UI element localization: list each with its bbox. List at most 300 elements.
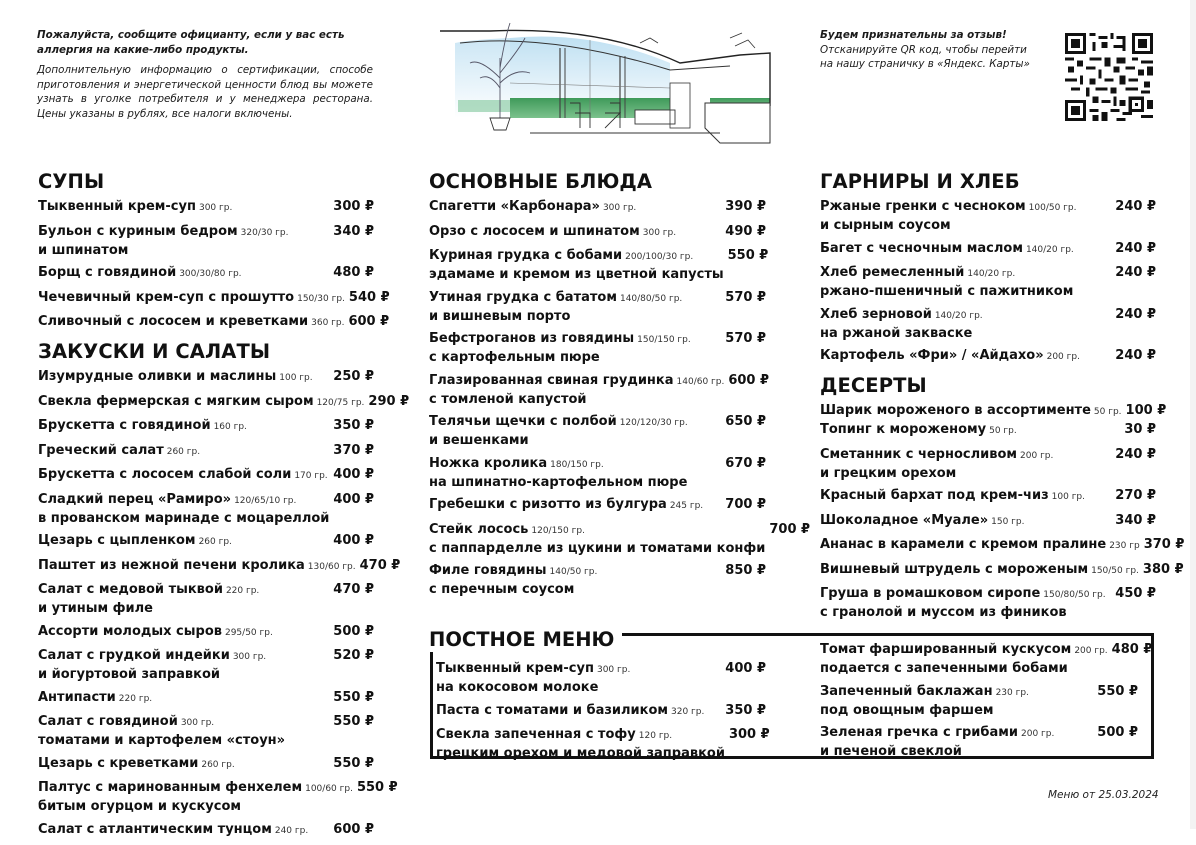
- menu-date: Меню от 25.03.2024: [1048, 789, 1159, 801]
- menu-item-name: [38, 198, 333, 217]
- dish-name: Топинг к мороженому: [820, 422, 987, 437]
- dish-name: Багет с чесночным маслом: [820, 240, 1023, 256]
- dish-description: подается с запеченными бобами: [820, 661, 1068, 676]
- dish-weight: 150/150 гр.: [637, 335, 691, 345]
- dish-weight: 140/20 гр.: [1025, 244, 1074, 255]
- dish-weight: 320/30 гр.: [240, 227, 289, 238]
- menu-item-name: [820, 421, 1116, 440]
- dish-price: 550 ₽: [1097, 683, 1138, 699]
- dish-weight: 140/20 гр.: [967, 269, 1016, 279]
- dish-weight: 300 гр.: [602, 203, 637, 213]
- menu-item-name: [38, 264, 333, 283]
- dish-name: Телячьи щечки с полбой: [429, 414, 617, 429]
- menu-item: [429, 413, 766, 449]
- column-middle: [429, 170, 811, 604]
- dish-name: Цезарь с креветками: [38, 755, 199, 771]
- dish-weight: 260 гр.: [198, 537, 232, 547]
- dish-price: 380 ₽: [1142, 561, 1184, 577]
- dish-weight: 320 гр.: [671, 706, 705, 717]
- dish-price: 250 ₽: [333, 369, 374, 384]
- dish-price: 500 ₽: [333, 623, 374, 639]
- menu-item-name: [429, 372, 728, 408]
- dish-description: и сырным соусом: [820, 218, 951, 233]
- dish-name: Спагетти «Карбонара»: [429, 199, 600, 214]
- dish-weight: 150/80/50 гр.: [1043, 590, 1106, 600]
- menu-item: [820, 585, 1156, 621]
- dish-weight: 300 гр.: [180, 718, 215, 728]
- dish-name: Утиная грудка с бататом: [429, 289, 617, 305]
- menu-item-name: [38, 223, 333, 259]
- dish-name: Бульон с куриным бедром: [38, 223, 238, 239]
- dish-price: 570 ₽: [725, 289, 766, 305]
- menu-item-name: [820, 683, 1097, 719]
- restaurant-interior-illustration: [430, 18, 775, 148]
- dish-price: 700 ₽: [769, 521, 811, 537]
- menu-item: [38, 313, 390, 332]
- menu-item-name: [436, 702, 725, 721]
- dish-weight: 230 гр.: [995, 687, 1029, 698]
- menu-item: [429, 198, 766, 217]
- dish-description: с паппарделле из цукини и томатами конфи: [429, 540, 766, 556]
- dish-name: Салат с грудкой индейки: [38, 648, 230, 663]
- review-line-1: Отсканируйте QR код, чтобы перейти: [820, 43, 1027, 56]
- dish-price: 850 ₽: [725, 563, 766, 578]
- dish-weight: 300/30/80 гр.: [179, 269, 242, 279]
- dish-price: 350 ₽: [333, 418, 374, 433]
- section-title-desserts: ДЕСЕРТЫ: [820, 374, 927, 397]
- menu-item-name: [436, 660, 725, 696]
- menu-item-name: [429, 330, 725, 366]
- menu-item-name: [429, 223, 725, 242]
- menu-item-name: [820, 561, 1143, 580]
- dish-name: Томат фаршированный кускусом: [820, 642, 1072, 657]
- menu-item: [38, 623, 374, 642]
- menu-item: [820, 561, 1184, 580]
- dish-price: 670 ₽: [725, 455, 766, 471]
- dish-weight: 150 гр.: [991, 516, 1025, 527]
- menu-item: [429, 223, 766, 242]
- menu-item-name: [38, 647, 333, 683]
- dish-weight: 100/50 гр.: [1028, 203, 1077, 213]
- dish-name: Свекла фермерская с мягким сыром: [38, 393, 314, 409]
- section-title-starters: ЗАКУСКИ И САЛАТЫ: [38, 340, 271, 363]
- menu-item-name: [38, 779, 357, 815]
- menu-item: [429, 247, 769, 283]
- certification-info-note: Дополнительную информацию о сертификации, способе приготовления и энергетической ценности блюд вы можете узнать в уголке потребителя и у менеджера ресторана. Цены указаны в рублях, все налоги включены.: [37, 64, 373, 120]
- dish-price: 340 ₽: [333, 223, 374, 239]
- lenten-menu-left: [436, 660, 770, 768]
- dish-price: 600 ₽: [348, 314, 390, 329]
- menu-item-name: [38, 442, 333, 461]
- dish-description: эдамаме и кремом из цветной капусты: [429, 267, 724, 282]
- dish-name: Изумрудные оливки и маслины: [38, 369, 277, 384]
- menu-item: [820, 306, 1156, 342]
- dish-description: и утиным филе: [38, 601, 153, 616]
- menu-item: [38, 779, 398, 815]
- dish-name: Брускетта с говядиной: [38, 418, 211, 433]
- menu-item: [38, 581, 374, 617]
- dish-name: Паштет из нежной печени кролика: [38, 557, 305, 573]
- dish-name: Хлеб ремесленный: [820, 265, 965, 280]
- section-title-mains: ОСНОВНЫЕ БЛЮДА: [429, 170, 653, 193]
- dish-name: Бефстроганов из говядины: [429, 331, 635, 346]
- dish-name: Шоколадное «Муале»: [820, 512, 989, 528]
- menu-item: [820, 198, 1156, 234]
- dish-name: Филе говядины: [429, 563, 547, 578]
- menu-item-name: [429, 247, 728, 283]
- dish-description: на шпинатно-картофельном пюре: [429, 474, 688, 490]
- dish-price: 370 ₽: [1143, 537, 1185, 552]
- dish-price: 240 ₽: [1115, 240, 1156, 256]
- dish-description: с гранолой и муссом из фиников: [820, 605, 1067, 620]
- dish-weight: 300 гр.: [596, 665, 631, 675]
- dish-weight: 260 гр.: [166, 446, 201, 457]
- menu-item: [820, 446, 1156, 482]
- dish-name: Сливочный с лососем и креветками: [38, 314, 309, 329]
- menu-item: [820, 347, 1156, 366]
- dish-description: и печеной свеклой: [820, 744, 962, 759]
- menu-item: [820, 264, 1156, 300]
- dish-name: Палтус с маринованным фенхелем: [38, 780, 303, 795]
- dish-price: 240 ₽: [1115, 348, 1156, 363]
- dish-description: с томленой капустой: [429, 391, 587, 407]
- menu-item-name: [38, 623, 333, 642]
- dish-weight: 245 гр.: [669, 501, 704, 511]
- dish-price: 550 ₽: [333, 714, 374, 729]
- dish-weight: 220 гр.: [225, 586, 260, 596]
- dish-description: в прованском маринаде с моцареллой: [38, 510, 330, 526]
- menu-item: [820, 421, 1156, 440]
- dish-description: с картофельным пюре: [429, 350, 600, 365]
- menu-item: [38, 755, 374, 774]
- dish-name: Греческий салат: [38, 442, 164, 458]
- dish-weight: 100/60 гр.: [305, 784, 353, 794]
- dish-price: 240 ₽: [1115, 306, 1156, 322]
- dish-price: 450 ₽: [1115, 586, 1156, 601]
- dish-price: 400 ₽: [725, 661, 766, 676]
- dish-description: ржано-пшеничный с пажитником: [820, 284, 1074, 299]
- menu-item-name: [38, 368, 333, 387]
- dish-name: Картофель «Фри» / «Айдахо»: [820, 348, 1044, 363]
- dish-description: и вишневым порто: [429, 308, 571, 324]
- menu-item-name: [436, 726, 729, 762]
- dish-price: 600 ₽: [333, 821, 374, 837]
- dish-name: Шарик мороженого в ассортименте: [820, 403, 1091, 418]
- dish-price: 240 ₽: [1115, 199, 1156, 214]
- menu-item-name: [38, 689, 333, 708]
- dish-description: и вешенками: [429, 433, 529, 448]
- dish-price: 350 ₽: [725, 702, 766, 718]
- dish-name: Цезарь с цыпленком: [38, 533, 196, 548]
- menu-item-name: [429, 562, 725, 598]
- section-title-soups: СУПЫ: [38, 170, 105, 193]
- review-title: Будем признательны за отзыв!: [820, 29, 1007, 41]
- dish-weight: 200 гр.: [1074, 646, 1108, 656]
- dish-name: Брускетта с лососем слабой соли: [38, 467, 292, 482]
- dish-price: 650 ₽: [725, 414, 766, 429]
- dish-price: 300 ₽: [333, 199, 374, 214]
- dish-name: Ананас в карамели с кремом пралине: [820, 537, 1107, 552]
- dish-price: 540 ₽: [348, 289, 390, 305]
- menu-item: [820, 487, 1156, 506]
- dish-name: Куриная грудка с бобами: [429, 248, 623, 263]
- dish-name: Ассорти молодых сыров: [38, 623, 222, 639]
- dish-price: 550 ₽: [356, 780, 398, 795]
- page-edge: [1190, 0, 1196, 829]
- dish-weight: 200 гр.: [1046, 352, 1080, 362]
- dish-weight: 200 гр.: [1021, 729, 1055, 739]
- dish-name: Орзо с лососем и шпинатом: [429, 223, 640, 239]
- menu-item: [436, 660, 766, 696]
- dish-weight: 150/30 гр.: [297, 293, 345, 304]
- dish-name: Тыквенный крем-суп: [436, 661, 594, 676]
- dish-name: Антипасти: [38, 689, 116, 705]
- dish-price: 400 ₽: [333, 533, 374, 548]
- dish-weight: 150/50 гр.: [1091, 565, 1139, 576]
- dish-price: 290 ₽: [368, 393, 410, 409]
- dish-name: Ржаные гренки с чесноком: [820, 199, 1026, 214]
- dish-name: Гребешки с ризотто из булгура: [429, 497, 667, 512]
- dish-price: 600 ₽: [728, 372, 770, 388]
- dish-name: Чечевичный крем-суп с прошутто: [38, 289, 295, 305]
- dish-name: Запеченный баклажан: [820, 683, 993, 699]
- dish-weight: 300 гр.: [198, 203, 233, 213]
- dish-price: 480 ₽: [333, 265, 374, 280]
- dish-weight: 120/150 гр.: [531, 525, 585, 536]
- dish-name: Борщ с говядиной: [38, 265, 177, 280]
- menu-item-name: [820, 240, 1115, 259]
- dish-description: битым огурцом и кускусом: [38, 799, 242, 814]
- dish-price: 500 ₽: [1097, 725, 1138, 740]
- dish-name: Сладкий перец «Рамиро»: [38, 491, 232, 507]
- menu-item-name: [429, 198, 725, 217]
- dish-weight: 300 гр.: [232, 652, 267, 662]
- section-soups: [38, 170, 390, 332]
- dish-name: Салат с атлантическим тунцом: [38, 821, 272, 837]
- dish-weight: 200/100/30 гр.: [625, 252, 694, 262]
- menu-item-name: [38, 491, 333, 527]
- menu-item: [820, 724, 1138, 760]
- section-title-sides: ГАРНИРЫ И ХЛЕБ: [820, 170, 1020, 193]
- menu-item: [429, 455, 766, 491]
- dish-weight: 160 гр.: [213, 422, 247, 432]
- dish-weight: 140/20 гр.: [934, 310, 983, 321]
- menu-item: [820, 512, 1156, 531]
- dish-weight: 170 гр.: [294, 471, 328, 481]
- dish-weight: 50 гр.: [989, 426, 1017, 436]
- dish-weight: 220 гр.: [118, 693, 153, 704]
- menu-item-name: [429, 521, 769, 557]
- dish-weight: 360 гр.: [311, 318, 345, 328]
- column-left: [38, 170, 410, 845]
- menu-item: [38, 689, 374, 708]
- menu-item-name: [820, 264, 1115, 300]
- dish-weight: 120/120/30 гр.: [619, 418, 688, 428]
- menu-item: [429, 496, 766, 515]
- menu-item: [38, 557, 401, 576]
- menu-item: [429, 289, 766, 325]
- section-starters-salads: [38, 340, 410, 840]
- dish-price: 300 ₽: [728, 727, 770, 742]
- dish-price: 400 ₽: [333, 467, 374, 482]
- dish-name: Ножка кролика: [429, 455, 548, 471]
- dish-name: Зеленая гречка с грибами: [820, 725, 1019, 740]
- dish-name: Салат с говядиной: [38, 714, 178, 729]
- dish-description: на кокосовом молоке: [436, 680, 599, 695]
- menu-item: [38, 198, 374, 217]
- menu-item-name: [820, 536, 1144, 555]
- dish-weight: 120/65/10 гр.: [234, 495, 297, 506]
- dish-description: и йогуртовой заправкой: [38, 667, 220, 682]
- allergy-info-note: [37, 28, 373, 121]
- menu-item: [38, 466, 374, 485]
- review-line-2: на нашу страничку в «Яндекс. Карты»: [820, 58, 1030, 70]
- dish-price: 470 ₽: [359, 557, 401, 573]
- menu-item-name: [820, 641, 1112, 677]
- dish-weight: 140/50 гр.: [549, 567, 598, 577]
- dish-weight: 140/60 гр.: [676, 376, 725, 387]
- dish-name: Хлеб зерновой: [820, 306, 932, 322]
- menu-item: [820, 683, 1138, 719]
- menu-item: [38, 264, 374, 283]
- dish-price: 550 ₽: [727, 248, 769, 263]
- menu-item: [38, 647, 374, 683]
- dish-price: 390 ₽: [725, 199, 766, 214]
- dish-description: томатами и картофелем «стоун»: [38, 733, 286, 748]
- section-desserts: [820, 374, 1185, 621]
- dish-weight: 120/75 гр.: [316, 397, 365, 408]
- dish-price: 240 ₽: [1115, 265, 1156, 280]
- dish-weight: 200 гр.: [1020, 450, 1054, 461]
- menu-item-name: [38, 289, 349, 308]
- menu-item-name: [820, 402, 1126, 421]
- menu-item-name: [820, 446, 1115, 482]
- dish-price: 550 ₽: [333, 755, 374, 771]
- menu-item-name: [38, 532, 333, 551]
- menu-item: [820, 641, 1153, 677]
- menu-item-name: [38, 313, 348, 332]
- lenten-menu-right: [820, 641, 1153, 766]
- dish-weight: 260 гр.: [201, 759, 235, 770]
- menu-item: [820, 402, 1167, 421]
- dish-weight: 295/50 гр.: [224, 627, 273, 638]
- menu-item: [38, 223, 374, 259]
- menu-item: [38, 368, 374, 387]
- menu-item-name: [38, 466, 333, 485]
- menu-item: [429, 330, 766, 366]
- dish-price: 550 ₽: [333, 689, 374, 705]
- menu-item-name: [429, 413, 725, 449]
- menu-item-name: [820, 487, 1115, 506]
- dish-weight: 180/150 гр.: [550, 459, 604, 470]
- section-mains: [429, 170, 811, 598]
- menu-item-name: [820, 347, 1115, 366]
- dish-name: Красный бархат под крем-чиз: [820, 488, 1049, 503]
- menu-item-name: [38, 557, 360, 576]
- dish-name: Вишневый штрудель с мороженым: [820, 561, 1089, 577]
- dish-weight: 120 гр.: [638, 731, 673, 741]
- dish-price: 480 ₽: [1111, 642, 1153, 657]
- menu-item-name: [38, 417, 333, 436]
- column-right: [820, 170, 1185, 627]
- menu-item: [820, 240, 1156, 259]
- menu-item-name: [820, 585, 1115, 621]
- menu-item: [429, 521, 811, 557]
- menu-item: [38, 821, 374, 840]
- menu-item: [38, 417, 374, 436]
- dish-price: 470 ₽: [333, 582, 374, 597]
- dish-weight: 140/80/50 гр.: [619, 293, 683, 304]
- dish-name: Паста с томатами и базиликом: [436, 702, 669, 718]
- dish-weight: 300 гр.: [642, 227, 677, 238]
- menu-item-name: [820, 306, 1115, 342]
- menu-item-name: [38, 821, 333, 840]
- dish-name: Свекла запеченная с тофу: [436, 727, 636, 742]
- dish-weight: 100 гр.: [1051, 492, 1085, 502]
- menu-item: [820, 536, 1185, 555]
- dish-description: с перечным соусом: [429, 582, 575, 597]
- menu-item: [38, 442, 374, 461]
- dish-price: 400 ₽: [333, 491, 375, 507]
- allergy-note: Пожалуйста, сообщите официанту, если у вас есть аллергия на какие-либо продукты.: [37, 29, 345, 56]
- dish-price: 240 ₽: [1115, 446, 1156, 462]
- dish-weight: 130/60 гр.: [307, 561, 356, 572]
- dish-price: 570 ₽: [725, 331, 766, 346]
- dish-description: под овощным фаршем: [820, 702, 994, 718]
- dish-weight: 50 гр.: [1093, 407, 1122, 417]
- dish-description: грецким орехом и медовой заправкой: [436, 746, 725, 761]
- menu-item: [38, 713, 374, 749]
- dish-description: и грецким орехом: [820, 465, 957, 481]
- menu-item-name: [429, 496, 725, 515]
- menu-item: [429, 562, 766, 598]
- dish-price: 340 ₽: [1115, 512, 1156, 528]
- dish-name: Груша в ромашковом сиропе: [820, 586, 1041, 601]
- menu-item: [38, 491, 374, 527]
- section-title-lenten: ПОСТНОЕ МЕНЮ: [429, 628, 622, 652]
- menu-item-name: [429, 455, 725, 491]
- dish-price: 30 ₽: [1124, 422, 1156, 437]
- dish-name: Салат с медовой тыквой: [38, 582, 223, 597]
- dish-price: 100 ₽: [1125, 403, 1167, 418]
- menu-item-name: [38, 713, 333, 749]
- dish-name: Тыквенный крем-суп: [38, 199, 196, 214]
- menu-item-name: [820, 724, 1097, 760]
- menu-item: [436, 726, 770, 762]
- dish-weight: 230 гр: [1109, 541, 1140, 551]
- menu-item: [38, 532, 374, 551]
- review-note: [820, 28, 1050, 72]
- menu-item: [38, 289, 390, 308]
- qr-code-icon[interactable]: [1064, 33, 1154, 121]
- dish-weight: 100 гр.: [279, 373, 313, 383]
- dish-price: 370 ₽: [333, 442, 374, 458]
- menu-item-name: [820, 198, 1115, 234]
- dish-name: Глазированная свиная грудинка: [429, 372, 674, 388]
- menu-item: [38, 393, 410, 412]
- section-sides-bread: [820, 170, 1156, 366]
- dish-weight: 240 гр.: [274, 825, 309, 836]
- menu-item-name: [38, 393, 368, 412]
- dish-name: Сметанник с черносливом: [820, 446, 1018, 462]
- menu-item: [436, 702, 766, 721]
- dish-price: 270 ₽: [1115, 488, 1156, 503]
- dish-price: 700 ₽: [725, 497, 766, 512]
- dish-name: Стейк лосось: [429, 521, 529, 537]
- dish-price: 490 ₽: [725, 223, 766, 239]
- menu-item: [429, 372, 770, 408]
- menu-item-name: [429, 289, 725, 325]
